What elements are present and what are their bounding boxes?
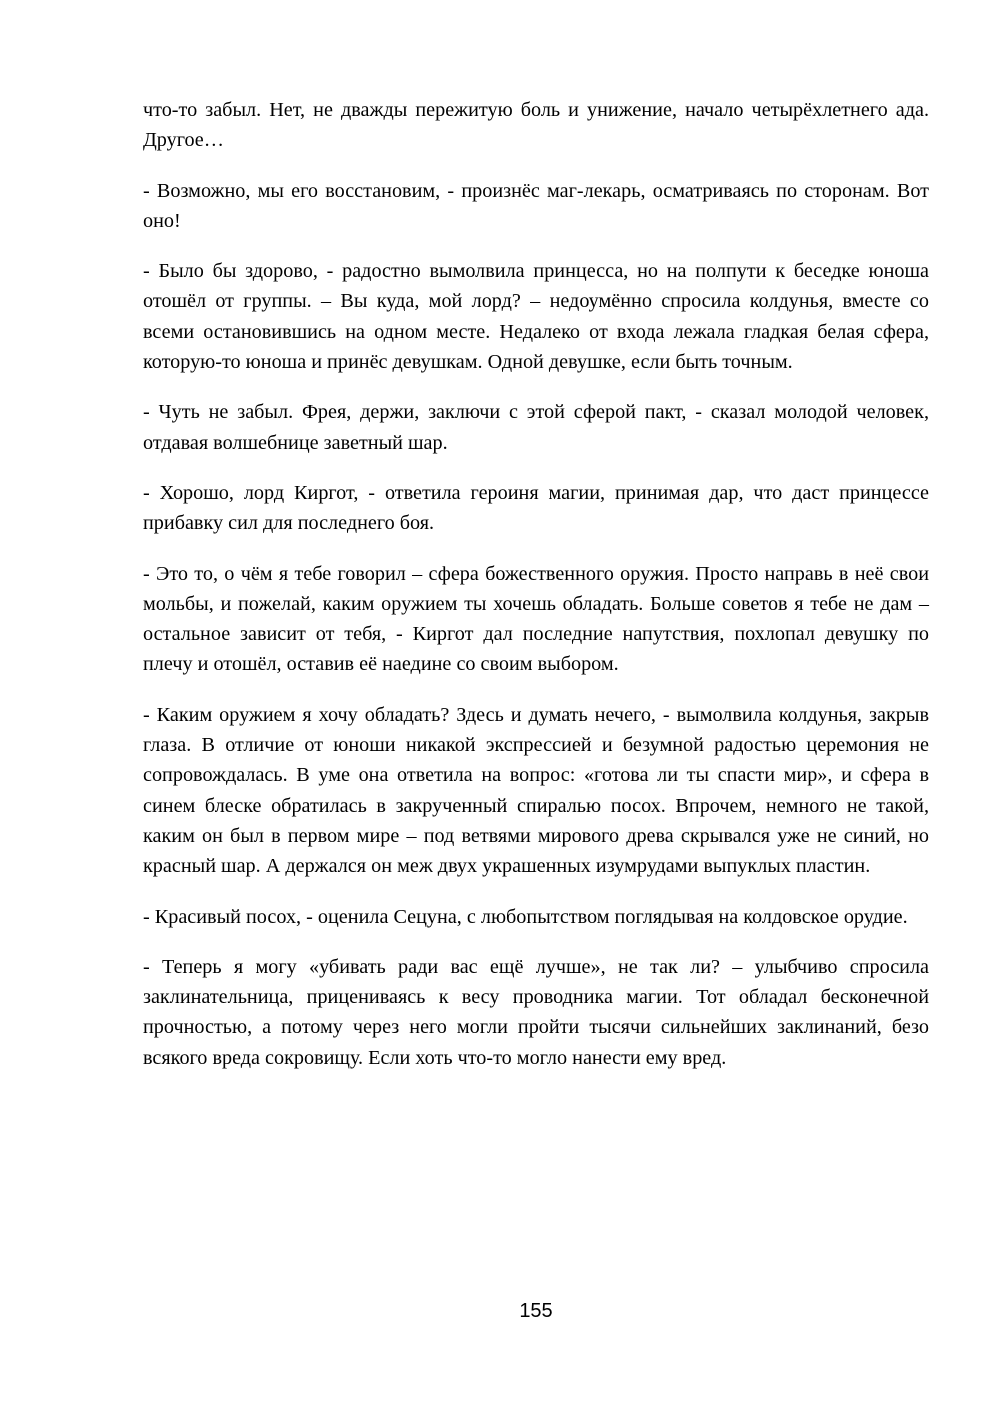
- page-number: 155: [519, 1300, 553, 1322]
- paragraph: - Теперь я могу «убивать ради вас ещё лучше», не так ли? – улыбчиво спросила заклинательница, прицениваясь к весу проводника магии. Тот обладал бесконечной прочностью, а потому через него могли пройти тысячи сильнейших заклинаний, безо всякого вреда сокровищу. Если хоть что-то могло нанести ему вред.: [143, 955, 929, 1069]
- paragraph: - Возможно, мы его восстановим, - произнёс маг-лекарь, осматриваясь по сторонам. Вот оно!: [143, 179, 929, 232]
- paragraph: - Чуть не забыл. Фрея, держи, заключи с этой сферой пакт, - сказал молодой человек, отдавая волшебнице заветный шар.: [143, 401, 929, 454]
- paragraph: - Каким оружием я хочу обладать? Здесь и думать нечего, - вымолвила колдунья, закрыв глаза. В отличие от юноши никакой экспрессией и безумной радостью церемония не сопровождалась. В уме она ответила на вопрос: «готова ли ты спасти мир», и сфера в синем блеске обратилась в закрученный спиралью посох. Впрочем, немного не такой, каким он был в первом мире – под ветвями мирового древа скрывался уже не синий, но красный шар. А держался он меж двух украшенных изумрудами выпуклых пластин.: [143, 703, 929, 878]
- text-block: [143, 95, 929, 1093]
- paragraph: - Хорошо, лорд Киргот, - ответила героиня магии, принимая дар, что даст принцессе прибавку сил для последнего боя.: [143, 481, 929, 535]
- paragraph: - Красивый посох, - оценила Сецуна, с любопытством поглядывая на колдовское орудие.: [143, 905, 908, 928]
- paragraph: - Было бы здорово, - радостно вымолвила принцесса, но на полпути к беседке юноша отошёл от группы. – Вы куда, мой лорд? – недоумённо спросила колдунья, вместе со всеми остановившись на одном месте. Недалеко от входа лежала гладкая белая сфера, которую-то юноша и принёс девушкам. Одной девушке, если быть точным.: [143, 260, 929, 374]
- paragraph: что-то забыл. Нет, не дважды пережитую боль и унижение, начало четырёхлетнего ада. Другое…: [143, 99, 929, 152]
- paragraph: - Это то, о чём я тебе говорил – сфера божественного оружия. Просто направь в неё свои мольбы, и пожелай, каким оружием ты хочешь обладать. Больше советов я тебе не дам – остальное зависит от тебя, - Киргот дал последние напутствия, похлопал девушку по плечу и отошёл, оставив её наедине со своим выбором.: [143, 562, 929, 676]
